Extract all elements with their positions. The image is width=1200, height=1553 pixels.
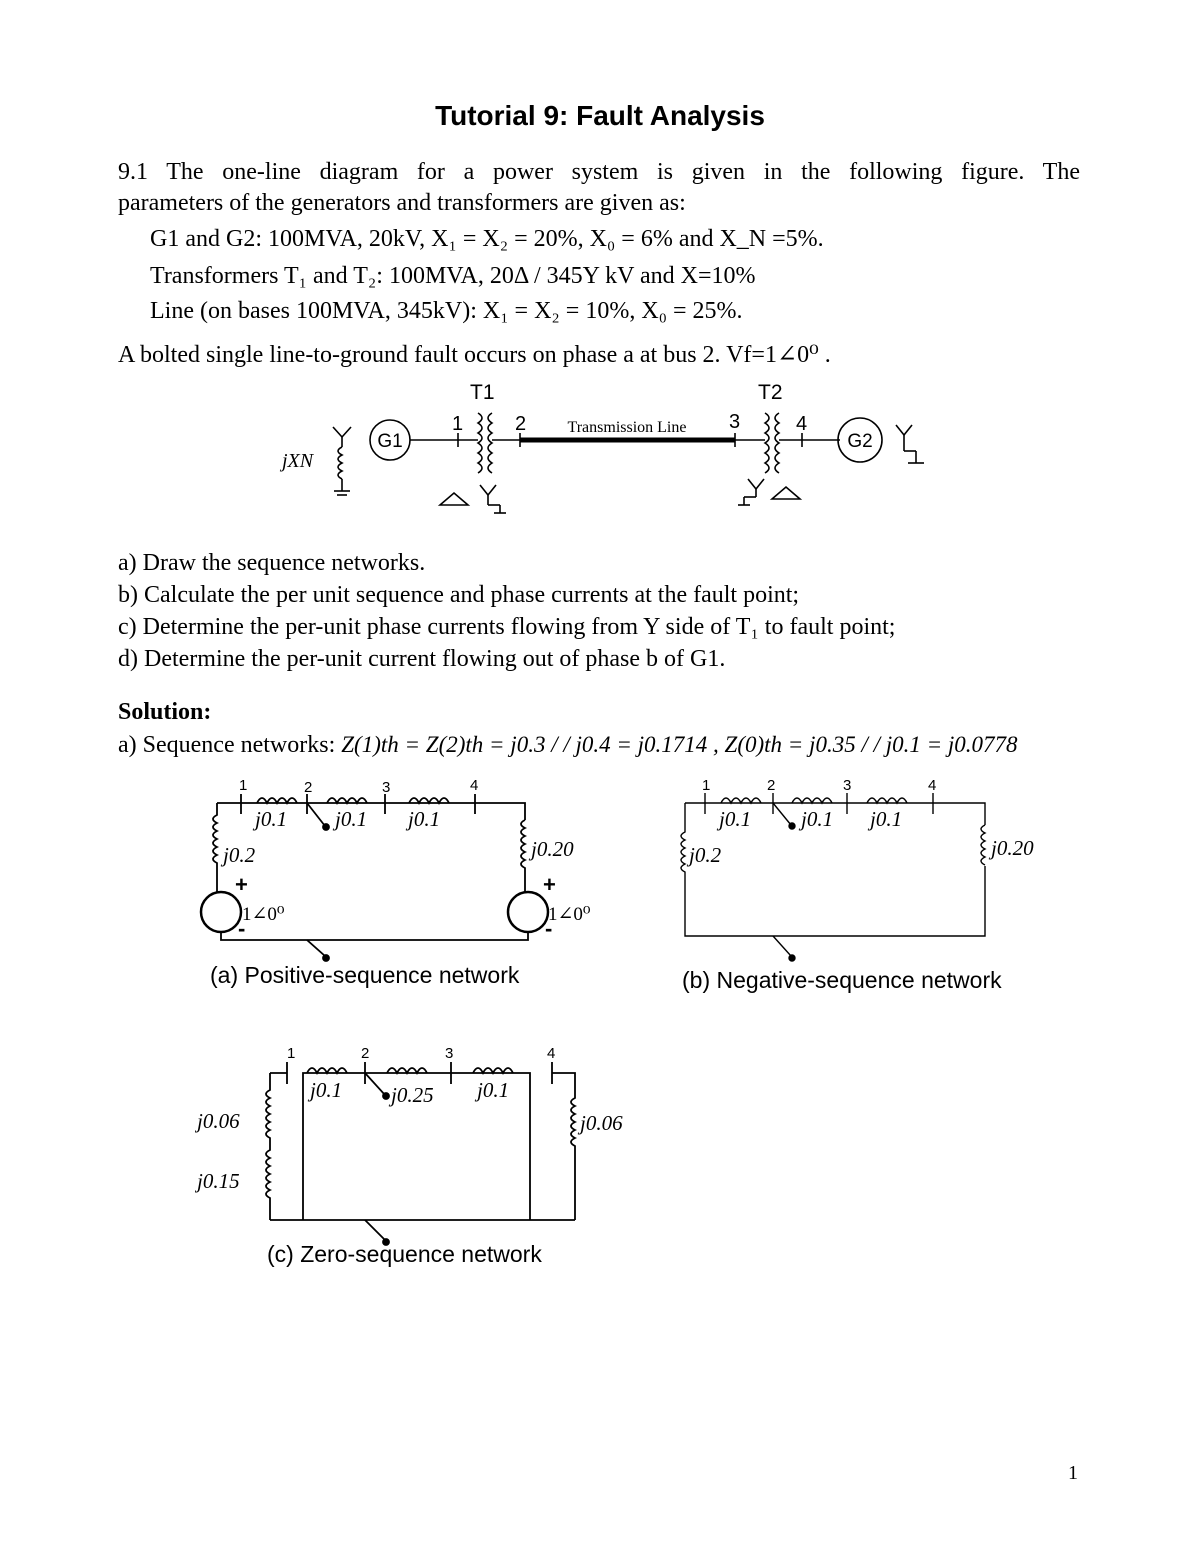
neutral-reactance-label: jXN: [282, 450, 314, 472]
transmission-line-label: Transmission Line: [567, 419, 687, 436]
zero-left-shunt-top-label: j0.06: [197, 1109, 240, 1133]
page-number: 1: [1068, 1462, 1078, 1484]
t1-transformer: [478, 413, 492, 473]
g2-wye-symbol: [896, 425, 924, 463]
question-text: Determine the per-unit current flowing out of phase b of G1.: [144, 646, 726, 672]
pos-fault-point: [323, 824, 329, 830]
bus3-label: 3: [729, 411, 741, 433]
question-letter: c): [118, 614, 137, 640]
question-text: Draw the sequence networks.: [142, 550, 426, 576]
zero-bus3-label: 3: [445, 1045, 454, 1062]
zero-bus4-label: 4: [547, 1045, 556, 1062]
pos-series-label-3: j0.1: [408, 807, 441, 831]
pos-left-source: [201, 892, 241, 932]
pos-series-label-2: j0.1: [335, 807, 368, 831]
bus4-label: 4: [796, 413, 808, 435]
question-text: Determine the per-unit phase currents flowing from Y side of T₁ to fault point;: [142, 614, 896, 640]
g1-wye-symbol: [333, 427, 351, 447]
zero-reference-lead: [365, 1220, 385, 1240]
bus1-label: 1: [452, 413, 464, 435]
g2-label: G2: [847, 431, 873, 452]
one-line-diagram: [270, 375, 970, 525]
neg-series-label-2: j0.1: [801, 807, 834, 831]
question-a: [118, 550, 425, 577]
transformer-parameters: Transformers T₁ and T₂: 100MVA, 20Δ / 345Y kV and X=10%: [150, 263, 756, 289]
neg-right-shunt: [981, 825, 985, 865]
pos-right-shunt-label: j0.20: [531, 837, 574, 861]
negative-sequence-network: [675, 770, 1045, 1000]
solution-a: [118, 732, 1018, 759]
page-title: Tutorial 9: Fault Analysis: [435, 100, 765, 131]
pos-reference-bus: [221, 932, 528, 940]
zero-left-shunt-bottom-label: j0.15: [197, 1169, 240, 1193]
neg-left-shunt-label: j0.2: [689, 843, 722, 867]
pos-right-shunt: [521, 820, 525, 892]
pos-right-minus: -: [545, 916, 553, 941]
pos-left-shunt: [213, 803, 217, 892]
pos-reference-point: [323, 955, 329, 961]
neg-bus1-label: 1: [702, 777, 711, 794]
fault-statement: A bolted single line-to-ground fault occurs on phase a at bus 2. Vf=1∠0⁰ .: [118, 342, 831, 368]
pos-reference-lead: [307, 940, 325, 956]
pos-bus2-label: 2: [304, 779, 313, 796]
zero-sequence-network: [195, 1040, 655, 1280]
t1-label: T1: [470, 381, 495, 404]
t1-wye-symbol: [480, 485, 506, 513]
t2-wye-symbol: [738, 479, 764, 505]
zero-left-shunts: [266, 1073, 270, 1220]
zero-fault-point: [383, 1093, 389, 1099]
zero-right-shunt-label: j0.06: [580, 1111, 623, 1135]
thevenin-equation: Z(1)th = Z(2)th = j0.3 / / j0.4 = j0.1714 , Z(0)th = j0.35 / / j0.1 = j0.0778: [341, 732, 1018, 757]
zero-series-label-3: j0.1: [477, 1078, 510, 1102]
neg-reference-lead: [773, 936, 791, 956]
zero-bus1-bar: [270, 1062, 287, 1084]
pos-right-source: [508, 892, 548, 932]
question-d: [118, 646, 725, 673]
solution-a-letter: a): [118, 732, 137, 758]
pos-series-label-1: j0.1: [255, 807, 288, 831]
t1-delta-symbol: [440, 493, 468, 505]
solution-a-text: Sequence networks:: [142, 732, 336, 758]
neg-fault-lead: [773, 803, 791, 825]
generator-parameters: G1 and G2: 100MVA, 20kV, X₁ = X₂ = 20%, X₀ = 6% and X_N =5%.: [150, 226, 824, 252]
neg-series-label-1: j0.1: [719, 807, 752, 831]
pos-bus1-label: 1: [239, 777, 248, 794]
pos-right-source-label: 1∠0⁰: [548, 904, 591, 925]
question-letter: b): [118, 582, 138, 608]
g1-label: G1: [377, 431, 403, 452]
pos-right-plus: +: [543, 872, 556, 897]
question-c: [118, 614, 895, 641]
pos-left-source-label: 1∠0⁰: [242, 904, 285, 925]
zero-bus1-label: 1: [287, 1045, 296, 1062]
problem-intro-line1: 9.1 The one-line diagram for a power system is given in the following figure. The: [118, 159, 1080, 185]
zero-series-label-1: j0.1: [310, 1078, 343, 1102]
neg-bus3-label: 3: [843, 777, 852, 794]
pos-left-plus: +: [235, 872, 248, 897]
solution-heading: Solution:: [118, 699, 212, 725]
pos-bus3-label: 3: [382, 779, 391, 796]
neg-bus2-label: 2: [767, 777, 776, 794]
question-letter: a): [118, 550, 137, 576]
question-b: [118, 582, 799, 609]
positive-sequence-network: [195, 770, 595, 995]
t2-label: T2: [758, 381, 783, 404]
neg-bus4-label: 4: [928, 777, 937, 794]
zero-bus2-label: 2: [361, 1045, 370, 1062]
t2-transformer: [765, 413, 779, 473]
neg-right-shunt-label: j0.20: [991, 836, 1034, 860]
question-letter: d): [118, 646, 138, 672]
zero-fault-lead: [365, 1073, 385, 1095]
bus2-label: 2: [515, 413, 527, 435]
t2-delta-symbol: [772, 487, 800, 499]
pos-left-minus: -: [238, 916, 246, 941]
neg-series-inductors: [721, 798, 907, 803]
zero-right-shunt: [552, 1062, 575, 1220]
neutral-reactance-coil: [334, 447, 350, 495]
problem-intro-line2: parameters of the generators and transformers are given as:: [118, 190, 686, 216]
neg-fault-point: [789, 823, 795, 829]
pos-fault-lead: [307, 803, 325, 826]
neg-reference-point: [789, 955, 795, 961]
pos-bus4-label: 4: [470, 777, 479, 794]
zero-caption: (c) Zero-sequence network: [267, 1241, 542, 1267]
question-text: Calculate the per unit sequence and phase currents at the fault point;: [144, 582, 800, 608]
neg-caption: (b) Negative-sequence network: [682, 967, 1002, 993]
neg-series-label-3: j0.1: [870, 807, 903, 831]
zero-series-label-2: j0.25: [391, 1083, 434, 1107]
pos-left-shunt-label: j0.2: [223, 843, 256, 867]
line-parameters: Line (on bases 100MVA, 345kV): X₁ = X₂ = 10%, X₀ = 25%.: [150, 298, 743, 324]
pos-caption: (a) Positive-sequence network: [210, 962, 520, 988]
